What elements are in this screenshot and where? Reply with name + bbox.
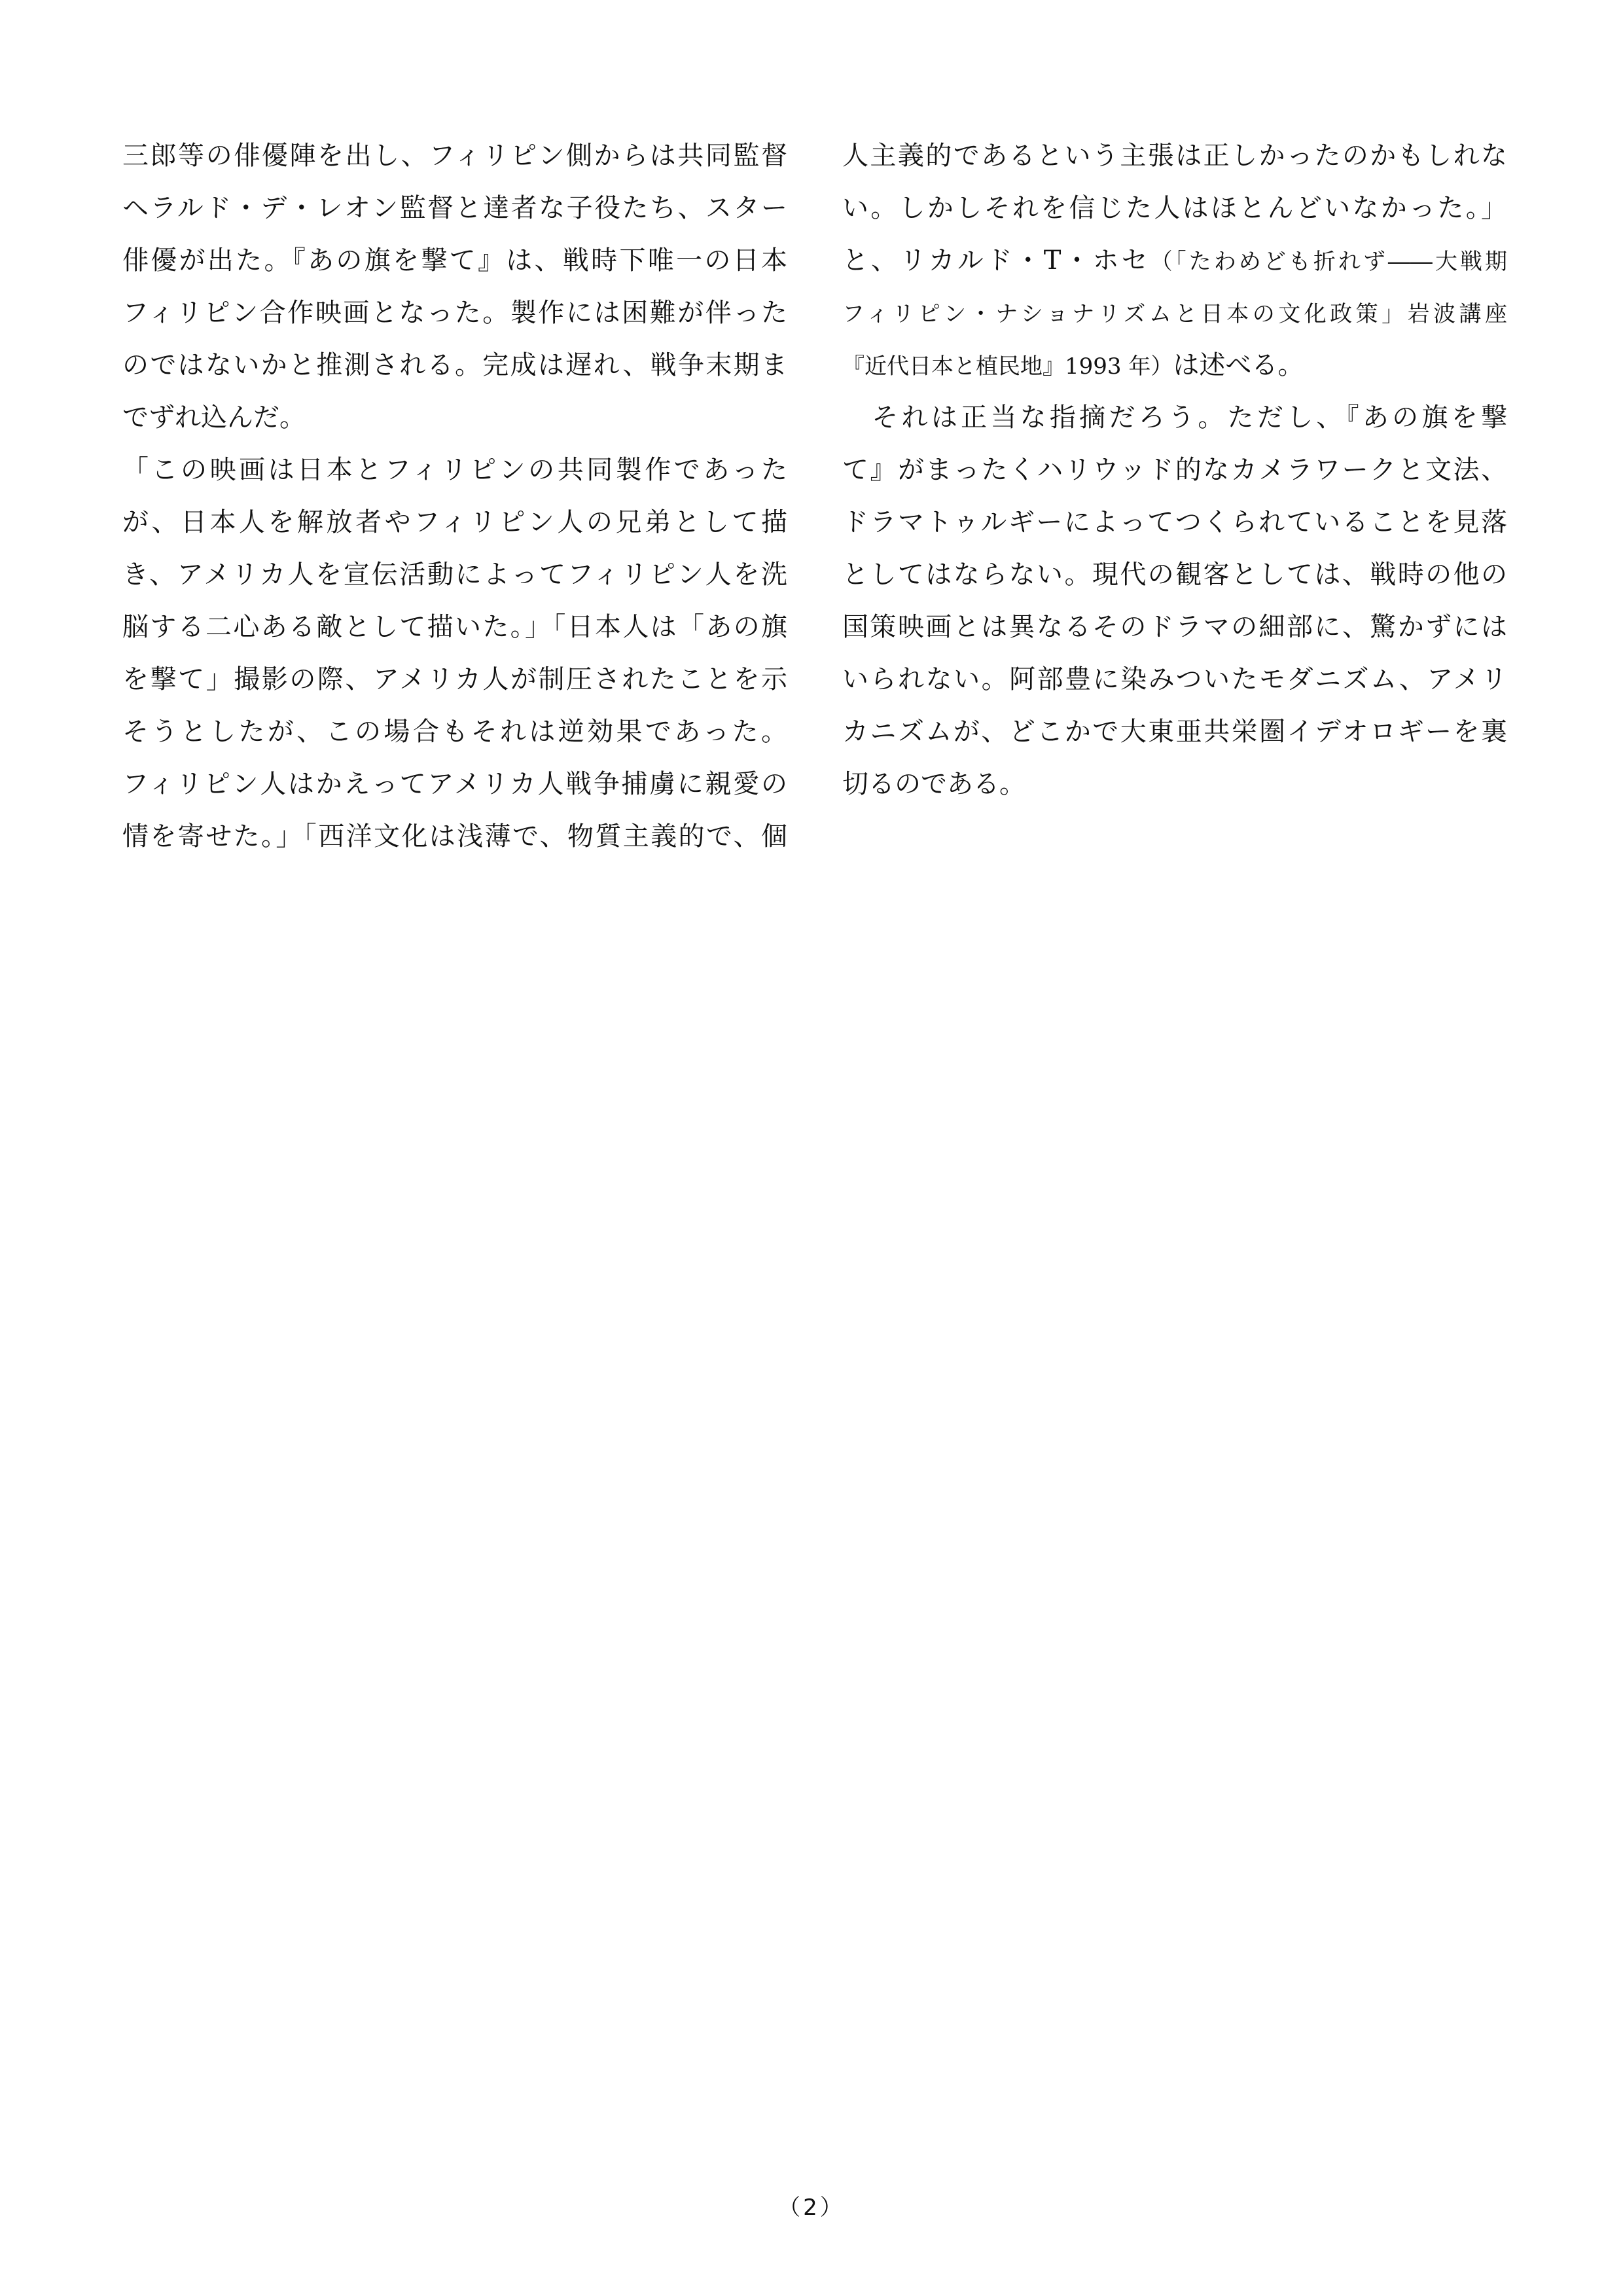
text-line <box>842 496 1507 548</box>
text-line <box>122 287 787 339</box>
body-text-segment: て』がまったくハリウッド的なカメラワークと文法、 <box>842 455 1507 485</box>
body-text-segment: ヘラルド・デ・レオン監督と達者な子役たち、スター <box>122 193 787 223</box>
text-line <box>122 182 787 234</box>
body-text-segment: それは正当な指摘だろう。ただし、『あの旗を撃 <box>842 403 1507 433</box>
text-line <box>122 496 787 548</box>
body-text-segment: フィリピン合作映画となった。製作には困難が伴った <box>122 298 787 328</box>
body-text-segment: と、リカルド・T・ホセ <box>842 245 1150 276</box>
body-text-segment: 脳する二心ある敵として描いた。」「日本人は「あの旗 <box>122 612 787 642</box>
text-line <box>842 758 1507 810</box>
text-line <box>842 182 1507 234</box>
text-column-right <box>842 130 1507 810</box>
body-text-segment: カニズムが、どこかで大東亜共栄圏イデオロギーを裏 <box>842 717 1507 747</box>
body-text-segment: 切るのである。 <box>842 769 1026 799</box>
body-text-segment: 俳優が出た。『あの旗を撃て』は、戦時下唯一の日本 <box>122 245 787 276</box>
text-line <box>122 653 787 706</box>
body-text-segment: い。しかしそれを信じた人はほとんどいなかった。」 <box>842 193 1507 223</box>
text-line <box>842 706 1507 758</box>
body-text-segment: フィリピン人はかえってアメリカ人戦争捕虜に親愛の <box>122 769 787 799</box>
body-text-segment: ドラマトゥルギーによってつくられていることを見落 <box>842 507 1507 537</box>
text-line <box>122 601 787 653</box>
body-text-segment: 「この映画は日本とフィリピンの共同製作であった <box>122 455 787 485</box>
text-line <box>122 234 787 287</box>
body-text-segment: そうとしたが、この場合もそれは逆効果であった。 <box>122 717 787 747</box>
text-line <box>122 339 787 391</box>
text-line <box>122 810 787 863</box>
body-text-segment: き、アメリカ人を宣伝活動によってフィリピン人を洗 <box>122 560 787 590</box>
text-line <box>842 130 1507 182</box>
page-number: （2） <box>778 2195 845 2221</box>
text-line <box>122 706 787 758</box>
text-line <box>122 758 787 810</box>
body-text-segment: でずれ込んだ。 <box>122 403 306 433</box>
text-line <box>122 548 787 601</box>
citation-text-segment: 『近代日本と植民地』1993 年） <box>842 353 1173 380</box>
text-line <box>842 234 1507 287</box>
body-text-segment: 人主義的であるという主張は正しかったのかもしれな <box>842 141 1507 171</box>
text-line <box>842 391 1507 444</box>
text-line <box>122 391 787 444</box>
text-line <box>842 287 1507 339</box>
body-text-segment: としてはならない。現代の観客としては、戦時の他の <box>842 560 1507 590</box>
text-line <box>122 444 787 496</box>
body-text-segment: 国策映画とは異なるそのドラマの細部に、驚かずには <box>842 612 1507 642</box>
text-line <box>842 548 1507 601</box>
text-line <box>842 339 1507 391</box>
body-text-segment: は述べる。 <box>1173 350 1304 380</box>
text-line <box>842 601 1507 653</box>
text-line <box>842 444 1507 496</box>
text-column-left <box>122 130 787 863</box>
body-text-segment: が、日本人を解放者やフィリピン人の兄弟として描 <box>122 507 787 537</box>
text-line <box>122 130 787 182</box>
body-text-segment: のではないかと推測される。完成は遅れ、戦争末期ま <box>122 350 787 380</box>
body-text-segment: 三郎等の俳優陣を出し、フィリピン側からは共同監督 <box>122 141 787 171</box>
citation-text-segment: （「たわめども折れず――大戦期 <box>1150 249 1507 275</box>
citation-text-segment: フィリピン・ナショナリズムと日本の文化政策」岩波講座 <box>842 301 1507 327</box>
body-text-segment: 情を寄せた。」「西洋文化は浅薄で、物質主義的で、個 <box>122 821 787 852</box>
body-text-segment: いられない。阿部豊に染みついたモダニズム、アメリ <box>842 664 1507 694</box>
body-text-segment: を撃て」撮影の際、アメリカ人が制圧されたことを示 <box>122 664 787 694</box>
text-line <box>842 653 1507 706</box>
